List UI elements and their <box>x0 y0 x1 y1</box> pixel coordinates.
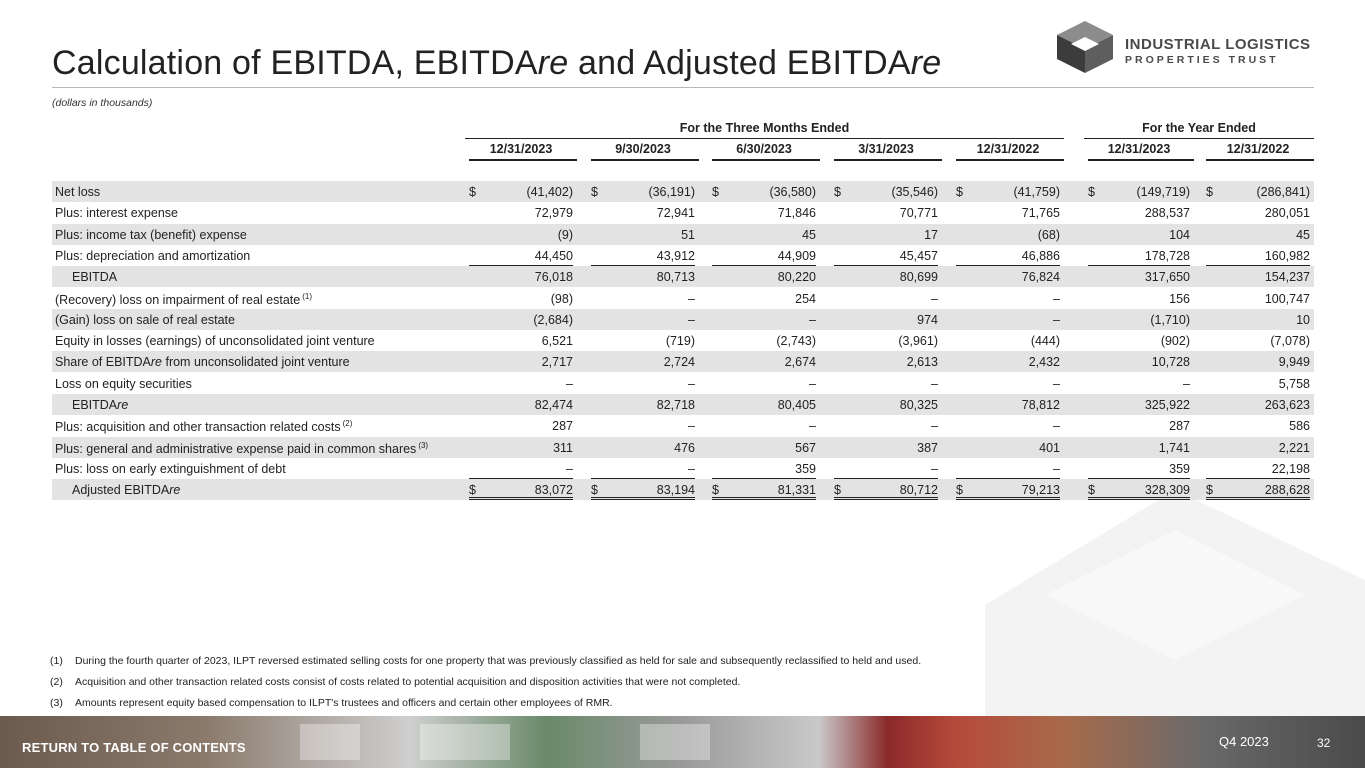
table-cell <box>712 228 816 245</box>
currency-symbol: $ <box>834 483 841 498</box>
cell-value: 1,741 <box>1158 440 1190 455</box>
row-label: Plus: interest expense <box>55 206 178 221</box>
table-cell <box>712 249 816 266</box>
units-note: (dollars in thousands) <box>52 97 153 109</box>
table-cell <box>712 270 816 287</box>
table-row <box>52 415 1314 436</box>
cell-value: 83,072 <box>534 483 573 498</box>
cell-value: 80,220 <box>777 270 816 285</box>
table-cell <box>1206 228 1310 245</box>
cell-value: – <box>931 419 938 434</box>
cell-value: – <box>1053 376 1060 391</box>
cell-value: 46,886 <box>1021 248 1060 263</box>
table-cell <box>1088 419 1190 436</box>
table-cell <box>956 441 1060 458</box>
title-divider <box>52 87 1314 88</box>
group-header-three-months: For the Three Months Ended <box>679 121 850 135</box>
currency-symbol: $ <box>469 483 476 498</box>
cell-value: 45 <box>802 227 816 242</box>
table-cell <box>591 441 695 458</box>
table-cell <box>956 355 1060 372</box>
table-cell <box>469 270 573 287</box>
row-label: Plus: loss on early extinguishment of debt <box>55 461 286 476</box>
table-cell <box>1206 419 1310 436</box>
cell-value: 79,213 <box>1021 483 1060 498</box>
currency-symbol: $ <box>1206 185 1213 199</box>
cell-value: – <box>688 376 695 391</box>
cell-value: (2,743) <box>776 334 816 349</box>
table-cell <box>469 419 573 436</box>
cell-value: – <box>1053 419 1060 434</box>
currency-symbol: $ <box>712 185 719 199</box>
cell-value: (902) <box>1160 334 1190 349</box>
cell-value: 328,309 <box>1144 483 1190 498</box>
table-cell <box>469 398 573 415</box>
table-cell <box>469 249 573 266</box>
row-label: Plus: depreciation and amortization <box>55 248 251 263</box>
page-title: Calculation of EBITDA, EBITDAre and Adjusted EBITDAre <box>52 44 942 82</box>
table-cell <box>834 483 938 500</box>
cell-value: (719) <box>665 334 695 349</box>
column-header-rule <box>834 159 942 161</box>
table-cell <box>834 398 938 415</box>
row-label: Equity in losses (earnings) of unconsolidated joint venture <box>55 334 375 349</box>
cell-value: 10 <box>1296 312 1310 327</box>
table-cell <box>956 377 1060 394</box>
table-cell <box>591 483 695 500</box>
table-cell <box>834 462 938 479</box>
row-label: Net loss <box>55 185 101 199</box>
table-cell <box>834 292 938 309</box>
table-cell <box>1088 292 1190 309</box>
cell-value: (68) <box>1037 227 1060 242</box>
cell-value: 82,718 <box>656 398 695 412</box>
cell-value: 156 <box>1169 291 1190 306</box>
currency-symbol: $ <box>591 483 598 498</box>
cell-value: 44,909 <box>777 248 816 263</box>
footnote-ref: (3) <box>418 440 429 450</box>
table-cell <box>956 185 1060 202</box>
cell-value: 288,628 <box>1264 483 1310 498</box>
cell-value: 287 <box>552 419 573 434</box>
table-cell <box>469 206 573 223</box>
table-cell <box>1088 313 1190 330</box>
table-cell <box>956 419 1060 436</box>
table-cell <box>1088 377 1190 394</box>
table-cell <box>1206 483 1310 500</box>
cell-value: 359 <box>1169 461 1190 476</box>
company-logo <box>1055 21 1325 73</box>
cell-value: (3,961) <box>898 334 938 349</box>
cell-value: 76,018 <box>534 270 573 285</box>
cell-value: 263,623 <box>1264 398 1310 412</box>
truck-image-block <box>420 724 510 760</box>
table-cell <box>1206 398 1310 415</box>
cell-value: (35,546) <box>891 185 938 199</box>
cell-value: 586 <box>1289 419 1310 434</box>
cell-value: 2,221 <box>1278 440 1310 455</box>
cell-value: – <box>566 376 573 391</box>
table-cell <box>1206 249 1310 266</box>
cell-value: 178,728 <box>1144 248 1190 263</box>
column-header-rule <box>1088 159 1194 161</box>
cell-value: – <box>809 376 816 391</box>
period-label: Q4 2023 <box>1219 734 1269 749</box>
table-cell <box>712 483 816 500</box>
column-header: 6/30/2023 <box>736 142 792 156</box>
table-cell <box>712 292 816 309</box>
table-cell <box>591 462 695 479</box>
table-cell <box>712 206 816 223</box>
cell-value: 100,747 <box>1264 291 1310 306</box>
table-cell <box>591 419 695 436</box>
cell-value: 76,824 <box>1021 270 1060 285</box>
table-cell <box>591 206 695 223</box>
table-cell <box>834 441 938 458</box>
cell-value: 317,650 <box>1144 270 1190 285</box>
cell-value: 22,198 <box>1271 461 1310 476</box>
table-cell <box>1206 462 1310 479</box>
table-cell <box>469 313 573 330</box>
table-cell <box>469 334 573 351</box>
table-cell <box>834 206 938 223</box>
currency-symbol: $ <box>1088 185 1095 199</box>
row-label: (Gain) loss on sale of real estate <box>55 312 235 327</box>
cell-value: – <box>931 461 938 476</box>
cell-value: 104 <box>1169 227 1190 242</box>
cell-value: 325,922 <box>1144 398 1190 412</box>
table-cell <box>469 462 573 479</box>
table-row <box>52 245 1314 266</box>
table-cell <box>1206 206 1310 223</box>
table-cell <box>591 398 695 415</box>
cell-value: 2,717 <box>541 355 573 370</box>
table-cell <box>1088 398 1190 415</box>
currency-symbol: $ <box>712 483 719 498</box>
column-header: 3/31/2023 <box>858 142 914 156</box>
table-cell <box>469 483 573 500</box>
cell-value: (98) <box>550 291 573 306</box>
table-cell <box>834 228 938 245</box>
table-cell <box>1088 249 1190 266</box>
row-label: Plus: general and administrative expense paid in common shares $^{(3)}$ <box>55 440 429 456</box>
cell-value: (41,759) <box>1013 185 1060 199</box>
table-cell <box>591 270 695 287</box>
cell-value: 81,331 <box>777 483 816 498</box>
currency-symbol: $ <box>1206 483 1213 498</box>
cell-value: (149,719) <box>1136 185 1190 199</box>
row-label: EBITDAre <box>72 398 129 412</box>
cell-value: 10,728 <box>1151 355 1190 370</box>
table-cell <box>712 313 816 330</box>
cell-value: 287 <box>1169 419 1190 434</box>
table-cell <box>1206 377 1310 394</box>
row-label: Plus: acquisition and other transaction related costs $^{(2)}$ <box>55 419 353 435</box>
cell-value: (9) <box>557 227 573 242</box>
table-cell <box>1088 270 1190 287</box>
table-cell <box>469 228 573 245</box>
table-cell <box>469 441 573 458</box>
cell-value: – <box>688 461 695 476</box>
logo-cube-icon <box>1055 21 1115 73</box>
cell-value: 80,405 <box>777 398 816 412</box>
column-header: 12/31/2023 <box>1107 142 1171 156</box>
cell-value: – <box>931 291 938 306</box>
footnote-ref: (1) <box>302 291 313 301</box>
table-cell <box>591 377 695 394</box>
table-cell <box>469 377 573 394</box>
table-row <box>52 458 1314 479</box>
table-cell <box>1206 185 1310 202</box>
currency-symbol: $ <box>956 483 963 498</box>
row-label: Share of EBITDAre from unconsolidated joint venture <box>55 355 350 370</box>
cell-value: 44,450 <box>534 248 573 263</box>
cell-value: 2,432 <box>1028 355 1060 370</box>
cell-value: 288,537 <box>1144 206 1190 221</box>
table-cell <box>712 398 816 415</box>
cell-value: 2,613 <box>906 355 938 370</box>
table-cell <box>712 355 816 372</box>
table-cell <box>1088 228 1190 245</box>
table-row <box>52 394 1314 415</box>
table-cell <box>834 419 938 436</box>
cell-value: 9,949 <box>1278 355 1310 370</box>
cell-value: 71,846 <box>777 206 816 221</box>
currency-symbol: $ <box>591 185 598 199</box>
table-cell <box>956 249 1060 266</box>
cell-value: – <box>688 419 695 434</box>
table-cell <box>834 355 938 372</box>
cell-value: 72,941 <box>656 206 695 221</box>
cell-value: 80,699 <box>899 270 938 285</box>
cell-value: 974 <box>917 312 938 327</box>
column-header: 12/31/2023 <box>489 142 553 156</box>
cell-value: (7,078) <box>1270 334 1310 349</box>
cell-value: 254 <box>795 291 816 306</box>
table-cell <box>469 355 573 372</box>
group-header-rule <box>465 138 1064 139</box>
table-cell <box>712 462 816 479</box>
cell-value: 6,521 <box>541 334 573 349</box>
cell-value: 80,325 <box>899 398 938 412</box>
cell-value: (36,580) <box>769 185 816 199</box>
table-row <box>52 309 1314 330</box>
table-cell <box>712 441 816 458</box>
table-cell <box>591 334 695 351</box>
page-number: 32 <box>1317 736 1331 750</box>
cell-value: (444) <box>1030 334 1060 349</box>
table-cell <box>1206 441 1310 458</box>
cell-value: (41,402) <box>526 185 573 199</box>
table-cell <box>1206 355 1310 372</box>
cell-value: 154,237 <box>1264 270 1310 285</box>
cell-value: – <box>1053 461 1060 476</box>
table-row <box>52 351 1314 372</box>
table-cell <box>1088 185 1190 202</box>
table-cell <box>1088 441 1190 458</box>
currency-symbol: $ <box>1088 483 1095 498</box>
cell-value: (36,191) <box>648 185 695 199</box>
cell-value: (286,841) <box>1256 185 1310 199</box>
table-cell <box>591 313 695 330</box>
table-row <box>52 479 1314 500</box>
cell-value: 71,765 <box>1021 206 1060 221</box>
table-cell <box>1206 313 1310 330</box>
table-row <box>52 224 1314 245</box>
cell-value: 78,812 <box>1021 398 1060 412</box>
group-header-rule <box>1084 138 1314 139</box>
table-cell <box>591 228 695 245</box>
cell-value: 2,724 <box>663 355 695 370</box>
table-cell <box>956 334 1060 351</box>
table-cell <box>956 292 1060 309</box>
table-cell <box>956 462 1060 479</box>
cell-value: (1,710) <box>1150 312 1190 327</box>
cell-value: 80,712 <box>899 483 938 498</box>
table-cell <box>712 377 816 394</box>
row-label: Plus: income tax (benefit) expense <box>55 227 247 242</box>
logo-tagline: PROPERTIES TRUST <box>1125 54 1279 66</box>
table-cell <box>1088 462 1190 479</box>
logo-name: INDUSTRIAL LOGISTICS <box>1125 36 1311 53</box>
cell-value: 72,979 <box>534 206 573 221</box>
cell-value: – <box>1183 376 1190 391</box>
table-cell <box>712 334 816 351</box>
table-cell <box>591 185 695 202</box>
cell-value: 45 <box>1296 227 1310 242</box>
table-cell <box>956 398 1060 415</box>
cell-value: 5,758 <box>1278 376 1310 391</box>
cell-value: 43,912 <box>656 248 695 263</box>
truck-image-block <box>640 724 710 760</box>
currency-symbol: $ <box>469 185 476 199</box>
cell-value: 387 <box>917 440 938 455</box>
cell-value: 45,457 <box>899 248 938 263</box>
table-row <box>52 437 1314 458</box>
cell-value: 82,474 <box>534 398 573 412</box>
table-cell <box>1206 292 1310 309</box>
cell-value: – <box>931 376 938 391</box>
cell-value: 70,771 <box>899 206 938 221</box>
table-cell <box>834 377 938 394</box>
row-label: Adjusted EBITDAre <box>72 483 181 498</box>
cell-value: – <box>809 312 816 327</box>
table-cell <box>1088 483 1190 500</box>
table-cell <box>591 355 695 372</box>
cell-value: 51 <box>681 227 695 242</box>
row-label: Loss on equity securities <box>55 376 192 391</box>
table-cell <box>591 249 695 266</box>
table-row <box>52 373 1314 394</box>
cell-value: (2,684) <box>533 312 573 327</box>
table-cell <box>1206 334 1310 351</box>
table-cell <box>834 249 938 266</box>
cell-value: – <box>688 312 695 327</box>
table-cell <box>834 270 938 287</box>
table-cell <box>469 185 573 202</box>
cell-value: 280,051 <box>1264 206 1310 221</box>
table-cell <box>1088 334 1190 351</box>
cell-value: – <box>688 291 695 306</box>
column-header-rule <box>712 159 820 161</box>
table-row <box>52 266 1314 287</box>
table-cell <box>956 313 1060 330</box>
column-header: 12/31/2022 <box>1226 142 1290 156</box>
row-label: EBITDA <box>72 270 118 285</box>
cell-value: 476 <box>674 440 695 455</box>
table-cell <box>956 270 1060 287</box>
row-label: (Recovery) loss on impairment of real estate $^{(1)}$ <box>55 291 313 307</box>
cell-value: 2,674 <box>784 355 816 370</box>
cell-value: 311 <box>553 440 573 455</box>
cell-value: 401 <box>1039 440 1060 455</box>
footer-banner <box>0 716 1365 768</box>
cell-value: – <box>1053 312 1060 327</box>
table-cell <box>591 292 695 309</box>
truck-image-block <box>300 724 360 760</box>
table-cell <box>956 206 1060 223</box>
table-cell <box>956 228 1060 245</box>
cell-value: 359 <box>795 461 816 476</box>
table-row <box>52 181 1314 202</box>
cell-value: – <box>566 461 573 476</box>
table-cell <box>712 419 816 436</box>
footnote-ref: (2) <box>342 419 353 429</box>
cell-value: – <box>1053 291 1060 306</box>
cell-value: 160,982 <box>1264 248 1310 263</box>
column-header-rule <box>469 159 577 161</box>
currency-symbol: $ <box>956 185 963 199</box>
cell-value: 83,194 <box>656 483 695 498</box>
column-header-rule <box>956 159 1064 161</box>
cell-value: – <box>809 419 816 434</box>
table-cell <box>1088 206 1190 223</box>
cell-value: 567 <box>795 440 816 455</box>
table-cell <box>712 185 816 202</box>
column-header-rule <box>1206 159 1314 161</box>
table-cell <box>1088 355 1190 372</box>
cell-value: 17 <box>924 227 938 242</box>
table-cell <box>834 185 938 202</box>
column-header-rule <box>591 159 699 161</box>
column-header: 9/30/2023 <box>615 142 671 156</box>
table-row <box>52 202 1314 223</box>
table-row <box>52 330 1314 351</box>
table-cell <box>1206 270 1310 287</box>
cell-value: 80,713 <box>656 270 695 285</box>
table-cell <box>834 313 938 330</box>
table-row <box>52 288 1314 309</box>
currency-symbol: $ <box>834 185 841 199</box>
group-header-year: For the Year Ended <box>1142 121 1256 135</box>
return-to-contents-link[interactable]: RETURN TO TABLE OF CONTENTS <box>22 740 246 755</box>
table-cell <box>469 292 573 309</box>
table-cell <box>956 483 1060 500</box>
column-header: 12/31/2022 <box>976 142 1040 156</box>
table-cell <box>834 334 938 351</box>
